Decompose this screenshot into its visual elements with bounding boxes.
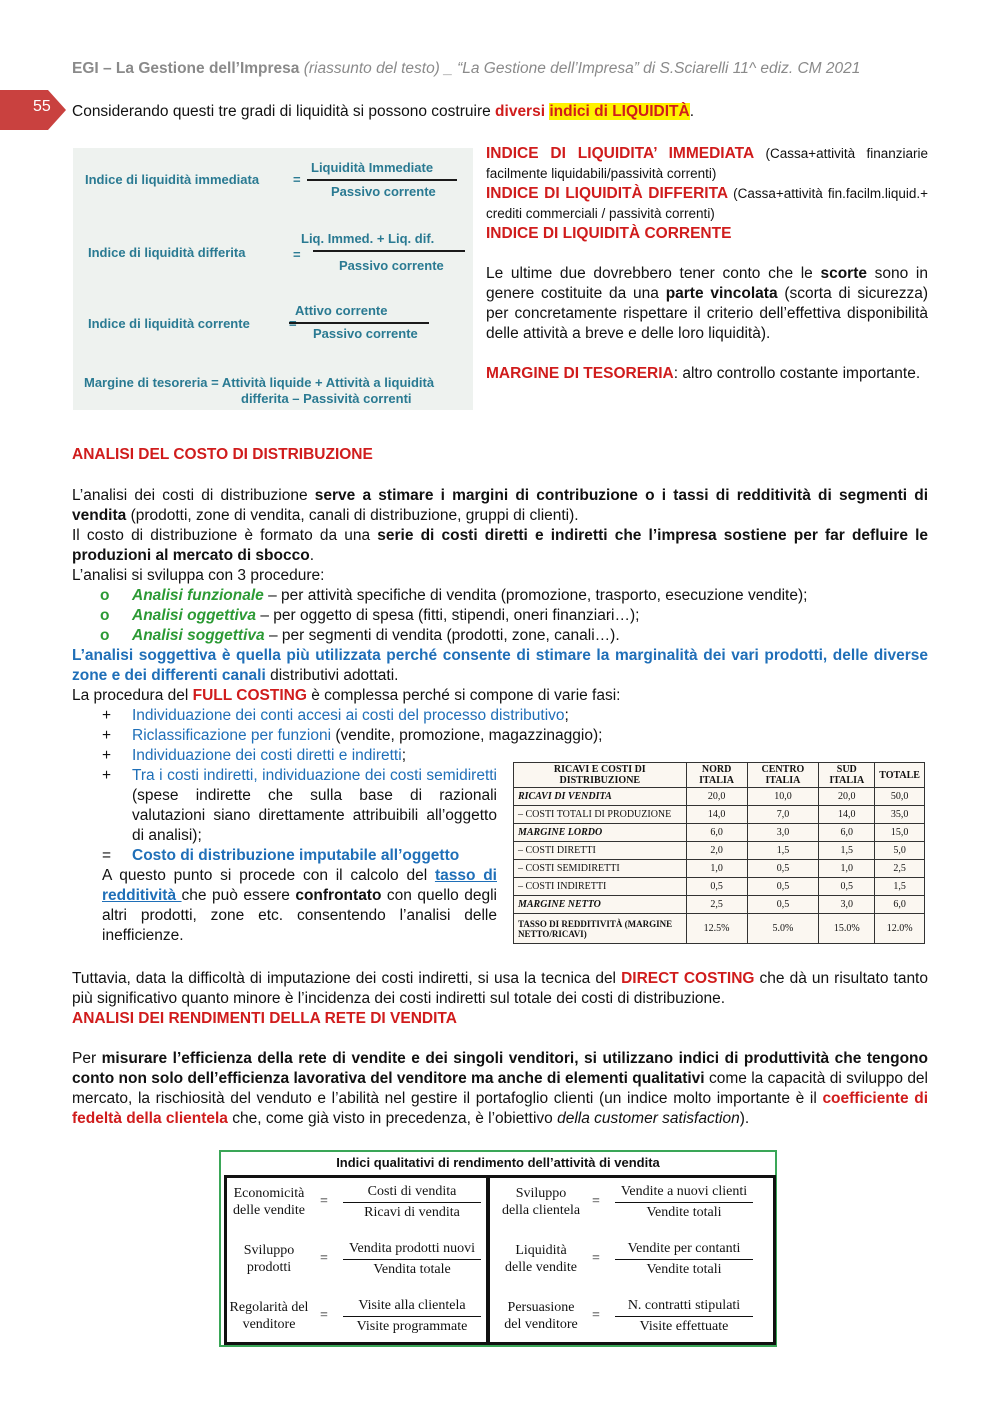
equals-sign: =: [592, 1308, 600, 1323]
formula-eq: =: [293, 247, 301, 262]
text: A questo punto si procede con il calcolo del: [102, 867, 435, 884]
row-label: – COSTI SEMIDIRETTI: [514, 860, 687, 878]
text-bold: misurare l’efficienza della rete di vendite e dei singoli venditori, si utilizzano indici di produttività che tengono conto non solo dell’efficienza lavorativa del venditore ma anche di elementi qualitativi: [72, 1050, 928, 1087]
index-label: Sviluppo della clientela: [501, 1186, 581, 1218]
header-subtitle: (riassunto del testo) _ “La Gestione dell’Impresa” di S.Sciarelli 11^ ediz. CM 2021: [299, 60, 861, 77]
index-denominator: Ricavi di vendita: [364, 1205, 460, 1220]
text: come la capacità di sviluppo del mercato, la rischiosità del venduto e l’abilità nel gestire il portafoglio clienti (un indice molto importante è il: [72, 1070, 928, 1107]
plus-icon: +: [102, 767, 112, 784]
table-cell: 6,0: [819, 824, 875, 842]
table-cell: 6,0: [875, 896, 925, 914]
index-denominator: Vendite totali: [646, 1262, 722, 1277]
row-label: RICAVI DI VENDITA: [514, 788, 687, 806]
intro-highlight: indici di LIQUIDITÀ: [549, 103, 690, 120]
liquidity-formulas-image: [73, 148, 473, 410]
index-label: Sviluppo prodotti: [243, 1243, 295, 1275]
text: Per: [72, 1050, 102, 1067]
table-cell: 35,0: [875, 806, 925, 824]
table-cell: 0,5: [747, 878, 819, 896]
text: sono in genere costituite da una: [486, 265, 928, 302]
phase-text: Tra i costi indiretti, individuazione dei costi semidiretti: [132, 767, 497, 784]
text-blue-bold: L’analisi soggettiva è quella più utilizzata perché consente di stimare la marginalità dei vari prodotti, delle diverse zone e dei differenti canali: [72, 647, 928, 684]
row-label: MARGINE NETTO: [514, 896, 687, 914]
text: : altro controllo costante importante.: [673, 365, 921, 382]
quality-table-title: Indici qualitativi di rendimento dell’attività di vendita: [336, 1155, 660, 1170]
column-header: SUD ITALIA: [819, 763, 875, 788]
fraction-line: [615, 1259, 753, 1260]
final-paragraph: [102, 866, 497, 946]
index-deferred-desc: (Cassa+attività fin.facilm.liquid.+ crediti commerciali / passività correnti): [486, 186, 928, 221]
margin-formula-line2: differita – Passività correnti: [241, 391, 412, 406]
table-cell: 14,0: [819, 806, 875, 824]
bullet-name: Analisi funzionale: [132, 587, 264, 604]
bullet-circle-icon: o: [100, 587, 110, 604]
text: che, come già visto in precedenza, è l’obiettivo: [227, 1110, 558, 1127]
table-cell: 2,5: [875, 860, 925, 878]
table-row: [514, 860, 925, 878]
loyalty-coefficient: coefficiente di fedeltà della clientela: [72, 1090, 928, 1127]
plus-icon: +: [102, 727, 112, 744]
row-label: MARGINE LORDO: [514, 824, 687, 842]
table-cell: 0,5: [747, 860, 819, 878]
text: che può essere: [181, 887, 296, 904]
fraction-line: [343, 1259, 481, 1260]
text-bold: scorte: [820, 265, 867, 282]
text: La procedura del: [72, 687, 193, 704]
phases-list-narrow: [102, 766, 497, 946]
divider: [486, 1175, 490, 1345]
paragraph: [72, 486, 928, 526]
text: ).: [739, 1110, 750, 1127]
equals-sign: =: [592, 1194, 600, 1209]
table-cell: 0,5: [747, 896, 819, 914]
equals-sign: =: [592, 1251, 600, 1266]
index-label: Economicità delle vendite: [233, 1186, 305, 1218]
fraction-line: [615, 1316, 753, 1317]
paragraph: [72, 526, 928, 566]
stock-paragraph: [486, 264, 928, 344]
formula-eq: =: [293, 172, 301, 187]
text-bold: confrontato: [295, 887, 382, 904]
table-row: [514, 788, 925, 806]
column-header: CENTRO ITALIA: [747, 763, 819, 788]
text: (vendite, promozione, magazzinaggio);: [331, 727, 603, 744]
sales-network-paragraph: [72, 1049, 928, 1129]
bullet-circle-icon: o: [100, 627, 110, 644]
text-italic: della customer satisfaction: [557, 1110, 740, 1127]
list-item: [100, 606, 930, 626]
table-cell: 20,0: [686, 788, 747, 806]
fraction-line: [343, 1202, 481, 1203]
index-current-title: INDICE DI LIQUIDITÀ CORRENTE: [486, 225, 732, 242]
index-immediate-desc: (Cassa+attività finanziarie facilmente liquidabili/passività correnti): [486, 146, 928, 181]
table-cell: 20,0: [819, 788, 875, 806]
intro-end: .: [689, 103, 694, 120]
table-cell: 3,0: [747, 824, 819, 842]
text: (spese indirette che sulla base di razionali valutazioni siano direttamente attribuibili all’oggetto di analisi);: [132, 787, 497, 844]
section-heading-distribution-cost: ANALISI DEL COSTO DI DISTRIBUZIONE: [72, 446, 373, 463]
plus-icon: +: [102, 707, 112, 724]
bullet-name: Analisi soggettiva: [132, 627, 265, 644]
text: .: [309, 547, 315, 564]
row-label: – COSTI INDIRETTI: [514, 878, 687, 896]
index-label: Liquidità delle vendite: [505, 1243, 577, 1275]
bullet-name: Analisi oggettiva: [132, 607, 257, 624]
revenue-cost-table: [513, 762, 925, 944]
text: che dà un risultato tanto più significativo quanto minore è l’incidenza dei costi indiretti sul totale dei costi di distribuzione.: [72, 970, 928, 1007]
list-item: [100, 586, 930, 606]
list-item: [102, 846, 497, 866]
equals-icon: =: [102, 847, 112, 864]
formula-den: Passivo corrente: [339, 258, 444, 273]
index-numerator: Vendita prodotti nuovi: [349, 1241, 475, 1256]
fraction-line: [343, 1316, 481, 1317]
formula-num: Liquidità Immediate: [311, 160, 434, 175]
text-bold: serie di costi diretti e indiretti che l’impresa sostiene per far defluire le produzioni al mercato di sbocco: [72, 527, 928, 564]
fraction-line: [289, 322, 429, 324]
table-cell: 1,5: [747, 842, 819, 860]
row-label: – COSTI DIRETTI: [514, 842, 687, 860]
margin-formula-line1: Margine di tesoreria = Attività liquide + Attività a liquidità: [84, 375, 435, 390]
quality-indices-image: [219, 1150, 777, 1347]
text: (prodotti, zone di vendita, canali di distribuzione, gruppi di clienti).: [126, 507, 579, 524]
direct-costing-paragraph: [72, 969, 928, 1009]
phases-list-wide: [102, 706, 662, 766]
index-numerator: Visite alla clientela: [358, 1298, 466, 1313]
formula-den: Passivo corrente: [313, 326, 418, 341]
table-cell: 15.0%: [819, 914, 875, 944]
equals-sign: =: [320, 1194, 328, 1209]
procedure-list: [100, 586, 930, 646]
list-item: [102, 706, 662, 726]
table-cell: 1,5: [875, 878, 925, 896]
index-numerator: Vendite per contanti: [627, 1241, 741, 1256]
table-cell: 12.5%: [686, 914, 747, 944]
index-numerator: Vendite a nuovi clienti: [620, 1184, 748, 1199]
text: Il costo di distribuzione è formato da una: [72, 527, 378, 544]
formula-label: Indice di liquidità immediata: [85, 172, 260, 187]
text: è complessa perché si compone di varie fasi:: [306, 687, 621, 704]
table-cell: 7,0: [747, 806, 819, 824]
column-header: TOTALE: [875, 763, 925, 788]
column-header: NORD ITALIA: [686, 763, 747, 788]
table-cell: 1,5: [819, 842, 875, 860]
index-denominator: Visite effettuate: [639, 1319, 729, 1334]
text-bold: serve a stimare i margini di contribuzione o i tassi di redditività di segmenti di vendita: [72, 487, 929, 524]
index-numerator: N. contratti stipulati: [627, 1298, 741, 1313]
tasso-link[interactable]: tasso di redditività: [102, 867, 497, 904]
index-deferred: [486, 184, 928, 224]
full-costing-paragraph: [72, 686, 928, 706]
table: [513, 762, 925, 944]
row-label: TASSO DI REDDITIVITÀ (MARGINE NETTO/RICAVI): [514, 914, 687, 944]
text: ;: [401, 747, 406, 764]
index-immediate: [486, 144, 928, 184]
text: ;: [564, 707, 569, 724]
text: L’analisi dei costi di distribuzione: [72, 487, 315, 504]
table-cell: 0,5: [819, 878, 875, 896]
text: Tuttavia, data la difficoltà di imputazione dei costi indiretti, si usa la tecnica del: [72, 970, 622, 987]
page-number-tab: [0, 90, 66, 130]
table-cell: 15,0: [875, 824, 925, 842]
text: distributivi adottati.: [265, 667, 399, 684]
fraction-line: [307, 179, 457, 181]
formula-num: Attivo corrente: [295, 303, 388, 318]
text: con quello degli altri prodotti, zone etc. consentendo l’analisi delle inefficienze.: [102, 887, 497, 944]
table-cell: 10,0: [747, 788, 819, 806]
intro-red: diversi: [495, 103, 550, 120]
bullet-text: – per segmenti di vendita (prodotti, zone, canali…).: [264, 627, 620, 644]
liquidity-indices-text: [486, 144, 928, 384]
table-row: [514, 878, 925, 896]
index-label: Regolarità del venditore: [229, 1300, 309, 1332]
list-item: [102, 766, 497, 846]
list-item: [102, 726, 662, 746]
row-label: – COSTI TOTALI DI PRODUZIONE: [514, 806, 687, 824]
fraction-line: [313, 250, 465, 252]
table-cell: 3,0: [819, 896, 875, 914]
table-cell: 2,5: [686, 896, 747, 914]
table-row: [514, 806, 925, 824]
formula-label: Indice di liquidità corrente: [88, 316, 250, 331]
table-cell: 5,0: [875, 842, 925, 860]
equals-sign: =: [320, 1251, 328, 1266]
table-cell: 1,0: [819, 860, 875, 878]
table-header-row: [514, 763, 925, 788]
full-costing-term: FULL COSTING: [192, 687, 307, 704]
formula-num: Liq. Immed. + Liq. dif.: [301, 231, 435, 246]
text-bold: parte vincolata: [665, 285, 778, 302]
text: Le ultime due dovrebbero tener conto che le: [486, 265, 821, 282]
table-cell: 50,0: [875, 788, 925, 806]
intro-line: [72, 102, 932, 122]
fraction-line: [615, 1202, 753, 1203]
bullet-text: – per oggetto di spesa (fitti, stipendi, oneri finanziari…);: [256, 607, 640, 624]
soggettiva-paragraph: [72, 646, 928, 686]
page-number: 55: [33, 98, 51, 115]
intro-text: Considerando questi tre gradi di liquidità si possono costruire: [72, 103, 496, 120]
table-cell: 12.0%: [875, 914, 925, 944]
section-heading-sales-network: ANALISI DEI RENDIMENTI DELLA RETE DI VENDITA: [72, 1010, 457, 1027]
table-cell: 6,0: [686, 824, 747, 842]
running-header: [72, 60, 860, 78]
index-denominator: Visite programmate: [356, 1319, 468, 1334]
bullet-circle-icon: o: [100, 607, 110, 624]
table-row: [514, 842, 925, 860]
treasury-margin-title: MARGINE DI TESORERIA: [486, 365, 674, 382]
table-row: [514, 824, 925, 842]
index-numerator: Costi di vendita: [367, 1184, 457, 1199]
index-denominator: Vendite totali: [646, 1205, 722, 1220]
table-row: [514, 896, 925, 914]
bullet-text: – per attività specifiche di vendita (promozione, trasporto, esecuzione vendite);: [263, 587, 808, 604]
table-cell: 2,0: [686, 842, 747, 860]
index-deferred-title: INDICE DI LIQUIDITÀ DIFFERITA: [486, 185, 729, 202]
plus-icon: +: [102, 747, 112, 764]
column-header: RICAVI E COSTI DI DISTRIBUZIONE: [514, 763, 687, 788]
header-title: EGI – La Gestione dell’Impresa: [72, 60, 300, 77]
phase-text: Costo di distribuzione imputabile all’oggetto: [132, 847, 460, 864]
list-item: [100, 626, 930, 646]
text: (scorta di sicurezza) per concretamente rispettare il criterio dell’effettiva disponibilità delle attività a breve e delle loro liquidità).: [486, 285, 929, 342]
paragraph: L’analisi si sviluppa con 3 procedure:: [72, 567, 325, 584]
formula-label: Indice di liquidità differita: [88, 245, 246, 260]
table-cell: 0,5: [686, 878, 747, 896]
formula-den: Passivo corrente: [331, 184, 436, 199]
table-cell: 1,0: [686, 860, 747, 878]
phase-text: Riclassificazione per funzioni: [132, 727, 332, 744]
treasury-margin-paragraph: [486, 364, 928, 384]
direct-costing-term: DIRECT COSTING: [621, 970, 755, 987]
table-cell: 5.0%: [747, 914, 819, 944]
index-label: Persuasione del venditore: [504, 1300, 578, 1332]
distribution-cost-body: [72, 486, 928, 586]
phase-text: Individuazione dei conti accesi ai costi del processo distributivo: [132, 707, 565, 724]
index-denominator: Vendita totale: [373, 1262, 451, 1277]
equals-sign: =: [320, 1308, 328, 1323]
phase-text: Individuazione dei costi diretti e indiretti: [132, 747, 402, 764]
index-immediate-title: INDICE DI LIQUIDITA’ IMMEDIATA: [486, 145, 755, 162]
table-cell: 14,0: [686, 806, 747, 824]
table-row: [514, 914, 925, 944]
